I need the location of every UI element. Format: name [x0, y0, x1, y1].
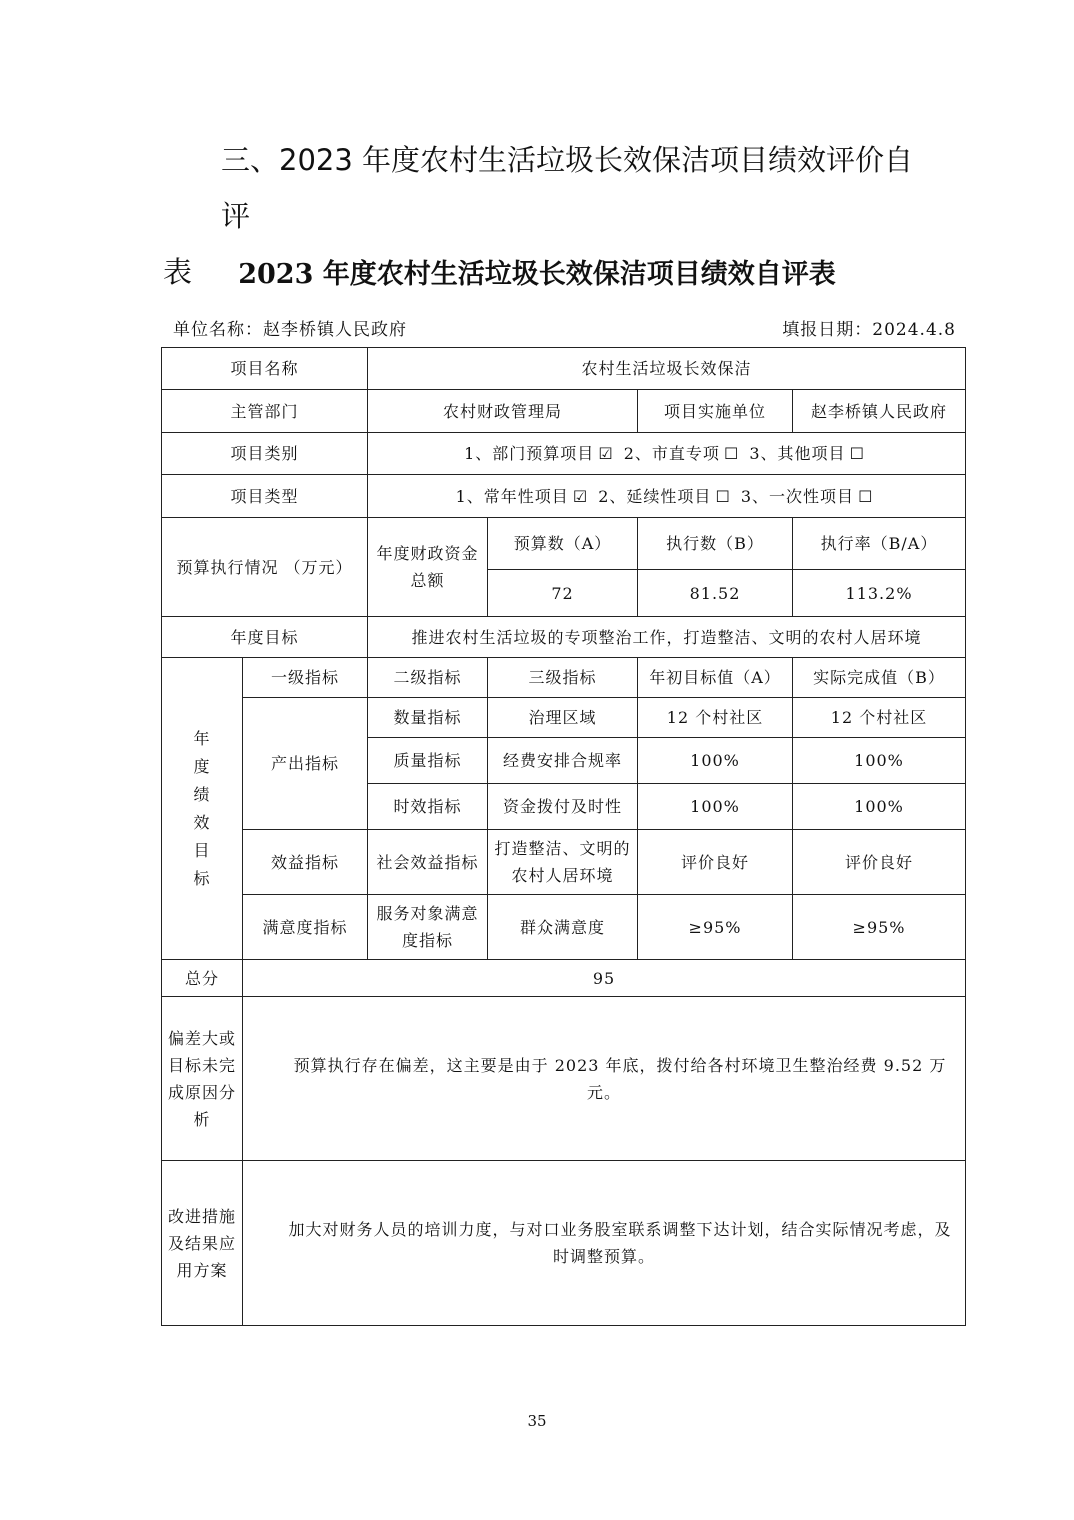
department-label: 主管部门: [162, 390, 368, 433]
checkbox-empty-icon[interactable]: ☐: [715, 486, 731, 506]
satisfaction-indicator-label: 满意度指标: [243, 895, 368, 960]
category-options: [368, 433, 966, 475]
row-budget-header: [162, 518, 966, 570]
budget-value-rate: 113.2%: [793, 570, 966, 617]
row-total: [162, 960, 966, 997]
row-project-name: [162, 348, 966, 390]
deviation-text: 预算执行存在偏差，这主要是由于 2023 年底，拨付给各村环境卫生整治经费 9.52 万元。: [293, 1055, 947, 1102]
header-level2: 二级指标: [368, 658, 488, 698]
header-actual: 实际完成值（B）: [793, 658, 966, 698]
budget-header-a: 预算数（A）: [488, 518, 638, 570]
budget-value-a: 72: [488, 570, 638, 617]
header-level1: 一级指标: [243, 658, 368, 698]
table-row: [162, 698, 966, 738]
section-heading-line2: 表: [163, 255, 193, 289]
label-char: 年: [193, 728, 211, 748]
row-deviation: [162, 997, 966, 1161]
table-cell: 经费安排合规率: [488, 738, 638, 784]
type-label: 项目类型: [162, 475, 368, 518]
project-name-label: 项目名称: [162, 348, 368, 390]
table-cell: 12 个村社区: [793, 698, 966, 738]
header-level3: 三级指标: [488, 658, 638, 698]
total-value: 95: [243, 960, 966, 997]
benefit-indicator-label: 效益指标: [243, 830, 368, 895]
table-cell: 100%: [793, 784, 966, 830]
impl-unit-label: 项目实施单位: [638, 390, 793, 433]
department-value: 农村财政管理局: [368, 390, 638, 433]
budget-sub-label: 年度财政资金总额: [368, 518, 488, 617]
budget-header-b: 执行数（B）: [638, 518, 793, 570]
row-performance-header: [162, 658, 966, 698]
table-cell: 资金拨付及时性: [488, 784, 638, 830]
table-cell: 评价良好: [638, 830, 793, 895]
budget-label: 预算执行情况 （万元）: [162, 518, 368, 617]
page-number: 35: [527, 1412, 547, 1430]
table-row: [162, 895, 966, 960]
label-char: 标: [193, 868, 211, 888]
checkbox-checked-icon[interactable]: ☑: [598, 444, 614, 463]
header-target: 年初目标值（A）: [638, 658, 793, 698]
table-cell: ≥95%: [638, 895, 793, 960]
budget-value-b: 81.52: [638, 570, 793, 617]
table-cell: 100%: [793, 738, 966, 784]
table-cell: 时效指标: [368, 784, 488, 830]
category-option-2: 2、市直专项: [623, 444, 720, 463]
budget-header-rate: 执行率（B/A）: [793, 518, 966, 570]
type-option-1: 1、常年性项目: [455, 486, 569, 506]
deviation-label: 偏差大或目标未完成原因分析: [162, 997, 243, 1161]
row-type: [162, 475, 966, 518]
project-name-value: 农村生活垃圾长效保洁: [368, 348, 966, 390]
form-title: 2023 年度农村生活垃圾长效保洁项目绩效自评表: [238, 259, 836, 290]
performance-label: [162, 658, 243, 960]
table-cell: 治理区域: [488, 698, 638, 738]
improvement-text: 加大对财务人员的培训力度，与对口业务股室联系调整下达计划，结合实际情况考虑，及时调整预算。: [288, 1220, 952, 1266]
checkbox-empty-icon[interactable]: ☐: [723, 444, 740, 463]
impl-unit-value: 赵李桥镇人民政府: [793, 390, 966, 433]
table-cell: 打造整洁、文明的农村人居环境: [488, 830, 638, 895]
type-option-3: 3、一次性项目: [740, 486, 855, 506]
checkbox-empty-icon[interactable]: ☐: [849, 444, 865, 463]
table-cell: 质量指标: [368, 738, 488, 784]
table-row: [162, 830, 966, 895]
form-meta: [173, 315, 956, 340]
goal-label: 年度目标: [162, 617, 368, 658]
table-cell: 评价良好: [793, 830, 966, 895]
deviation-text-cell: [243, 997, 966, 1161]
improvement-text-cell: [243, 1161, 966, 1326]
table-cell: 100%: [638, 738, 793, 784]
label-char: 绩: [193, 784, 211, 804]
label-char: 目: [193, 840, 211, 860]
table-cell: 服务对象满意度指标: [368, 895, 488, 960]
row-annual-goal: [162, 617, 966, 658]
label-char: 度: [193, 756, 211, 776]
table-cell: 社会效益指标: [368, 830, 488, 895]
row-improvement: [162, 1161, 966, 1326]
table-cell: 群众满意度: [488, 895, 638, 960]
section-heading-line1: 三、2023 年度农村生活垃圾长效保洁项目绩效评价自评: [221, 143, 914, 233]
table-cell: 100%: [638, 784, 793, 830]
category-option-1: 1、部门预算项目: [464, 444, 595, 463]
goal-value: 推进农村生活垃圾的专项整治工作，打造整洁、文明的农村人居环境: [368, 617, 966, 658]
category-label: 项目类别: [162, 433, 368, 475]
table-cell: 12 个村社区: [638, 698, 793, 738]
checkbox-empty-icon[interactable]: ☐: [858, 486, 874, 506]
evaluation-table: [161, 347, 966, 1326]
output-indicator-label: 产出指标: [243, 698, 368, 830]
fill-date: 填报日期：2024.4.8: [782, 320, 956, 340]
table-cell: 数量指标: [368, 698, 488, 738]
row-department: [162, 390, 966, 433]
total-label: 总分: [162, 960, 243, 997]
improvement-label: 改进措施及结果应用方案: [162, 1161, 243, 1326]
unit-name: 单位名称：赵李桥镇人民政府: [173, 320, 407, 340]
type-options: [368, 475, 966, 518]
row-category: [162, 433, 966, 475]
checkbox-checked-icon[interactable]: ☑: [572, 486, 589, 506]
type-option-2: 2、延续性项目: [598, 486, 712, 506]
label-char: 效: [193, 812, 211, 832]
category-option-3: 3、其他项目: [749, 444, 846, 463]
table-cell: ≥95%: [793, 895, 966, 960]
